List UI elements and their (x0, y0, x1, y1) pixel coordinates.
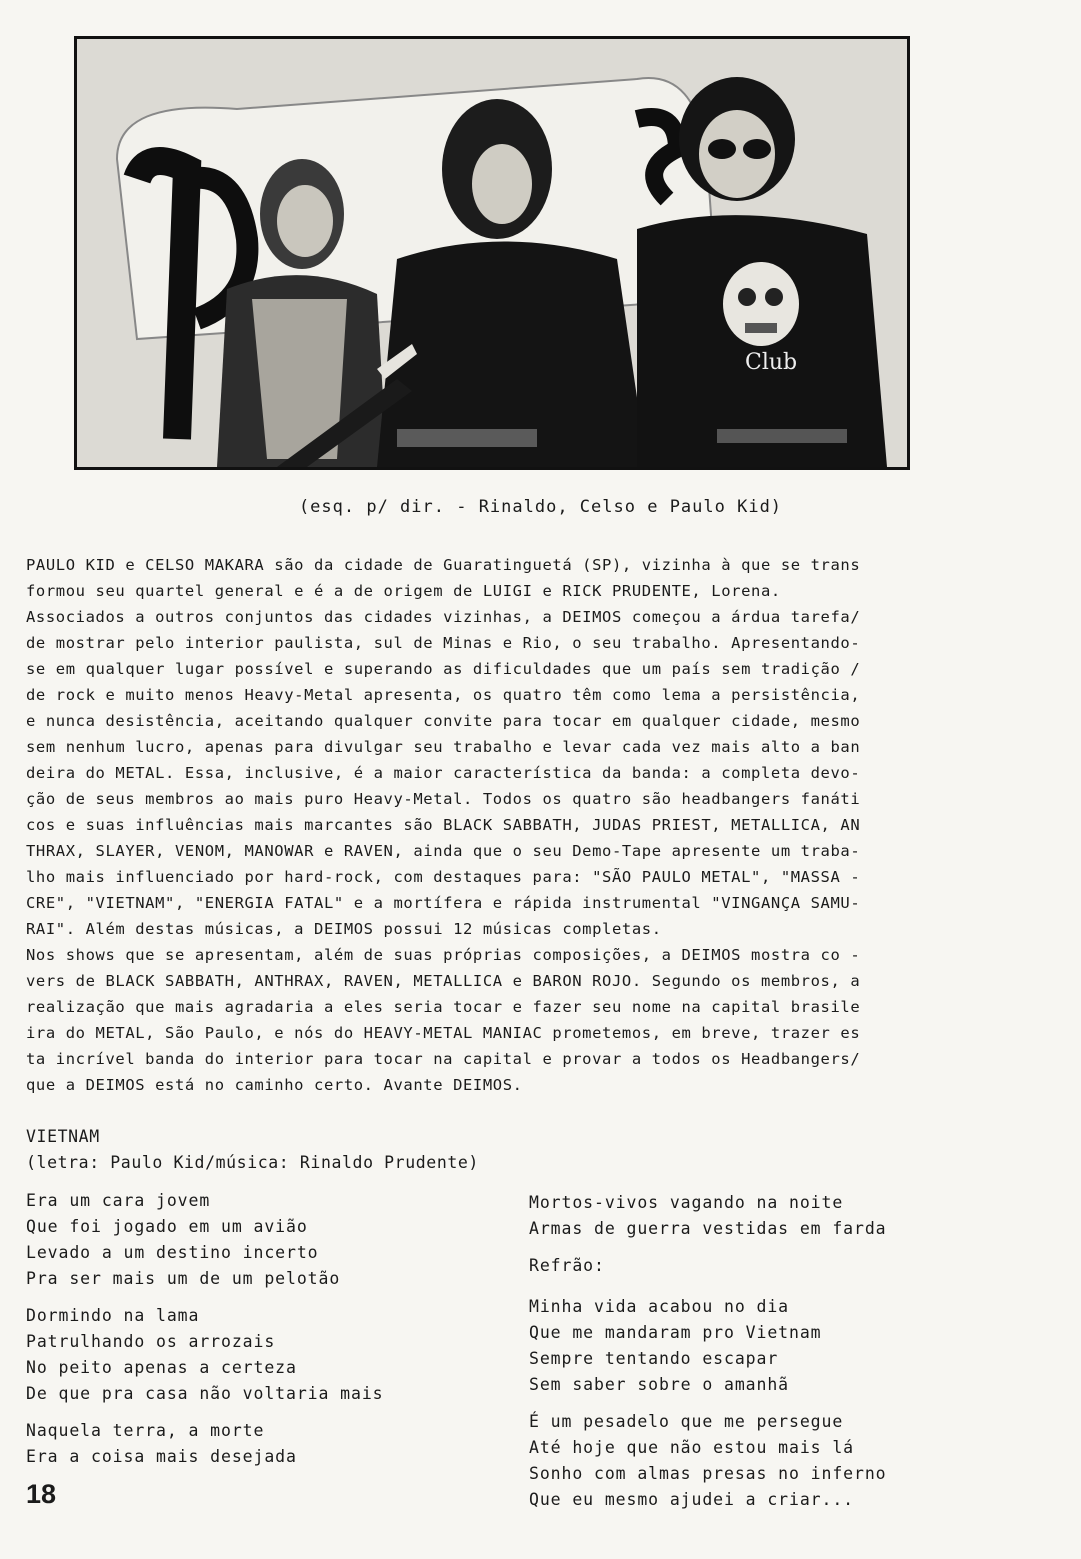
lyric-line: Sempre tentando escapar (529, 1349, 779, 1368)
lyrics-credits: (letra: Paulo Kid/música: Rinaldo Prudente) (26, 1153, 479, 1172)
refrain-label: Refrão: (529, 1256, 605, 1275)
lyrics-right-column (529, 1190, 1049, 1524)
article-line: e nunca desistência, aceitando qualquer convite para tocar em qualquer cidade, mesmo (26, 712, 861, 730)
band-photo (74, 36, 910, 470)
lyrics-header (26, 1124, 479, 1176)
lyric-line: Naquela terra, a morte (26, 1421, 265, 1440)
shirt-text: Club (745, 350, 798, 375)
article-line: CRE", "VIETNAM", "ENERGIA FATAL" e a mortífera e rápida instrumental "VINGANÇA SAMU- (26, 894, 861, 912)
article-line: RAI". Além destas músicas, a DEIMOS possui 12 músicas completas. (26, 920, 662, 938)
lyric-line: Até hoje que não estou mais lá (529, 1438, 855, 1457)
lyrics-stanza (529, 1409, 1049, 1513)
article-line: lho mais influenciado por hard-rock, com destaques para: "SÃO PAULO METAL", "MASSA - (26, 868, 861, 886)
article-line: ção de seus membros ao mais puro Heavy-Metal. Todos os quatro são headbangers fanáti (26, 790, 861, 808)
article-line: cos e suas influências mais marcantes são BLACK SABBATH, JUDAS PRIEST, METALLICA, AN (26, 816, 861, 834)
article-line: que a DEIMOS está no caminho certo. Avante DEIMOS. (26, 1076, 523, 1094)
article-line: vers de BLACK SABBATH, ANTHRAX, RAVEN, METALLICA e BARON ROJO. Segundo os membros, a (26, 972, 861, 990)
lyric-line: De que pra casa não voltaria mais (26, 1384, 384, 1403)
article-line: PAULO KID e CELSO MAKARA são da cidade de Guaratinguetá (SP), vizinha à que se trans (26, 556, 861, 574)
lyric-line: Mortos-vivos vagando na noite (529, 1193, 844, 1212)
lyric-line: Minha vida acabou no dia (529, 1297, 790, 1316)
lyric-line: Patrulhando os arrozais (26, 1332, 276, 1351)
article-line: de rock e muito menos Heavy-Metal apresenta, os quatro têm como lema a persistência, (26, 686, 861, 704)
lyric-line: Armas de guerra vestidas em farda (529, 1219, 887, 1238)
lyrics-stanza (26, 1303, 506, 1407)
article-line: de mostrar pelo interior paulista, sul de Minas e Rio, o seu trabalho. Apresentando- (26, 634, 861, 652)
article-line: formou seu quartel general e é a de origem de LUIGI e RICK PRUDENTE, Lorena. (26, 582, 781, 600)
article-line: realização que mais agradaria a eles seria tocar e fazer seu nome na capital brasile (26, 998, 861, 1016)
article-line: Nos shows que se apresentam, além de suas próprias composições, a DEIMOS mostra co - (26, 946, 861, 964)
lyric-line: Sem saber sobre o amanhã (529, 1375, 790, 1394)
lyric-line: No peito apenas a certeza (26, 1358, 297, 1377)
lyrics-stanza (529, 1294, 1049, 1398)
lyrics-stanza (26, 1188, 506, 1292)
article-line: Associados a outros conjuntos das cidades vizinhas, a DEIMOS começou a árdua tarefa/ (26, 608, 861, 626)
lyric-line: Sonho com almas presas no inferno (529, 1464, 887, 1483)
lyric-line: Dormindo na lama (26, 1306, 200, 1325)
article-line: THRAX, SLAYER, VENOM, MANOWAR e RAVEN, ainda que o seu Demo-Tape apresente um traba- (26, 842, 861, 860)
lyric-line: É um pesadelo que me persegue (529, 1412, 844, 1431)
article-body (26, 552, 1010, 1098)
lyrics-stanza (529, 1190, 1049, 1242)
lyrics-title: VIETNAM (26, 1127, 100, 1146)
lyric-line: Era a coisa mais desejada (26, 1447, 297, 1466)
article-line: se em qualquer lugar possível e superando as dificuldades que um país sem tradição / (26, 660, 861, 678)
lyric-line: Que foi jogado em um avião (26, 1217, 308, 1236)
lyric-line: Que me mandaram pro Vietnam (529, 1323, 822, 1342)
lyrics-stanza (26, 1418, 506, 1470)
photo-caption: (esq. p/ dir. - Rinaldo, Celso e Paulo Kid) (298, 497, 783, 517)
lyric-line: Que eu mesmo ajudei a criar... (529, 1490, 855, 1509)
page-number: 18 (26, 1479, 57, 1509)
article-line: sem nenhum lucro, apenas para divulgar seu trabalho e levar cada vez mais alto a ban (26, 738, 861, 756)
article-line: ira do METAL, São Paulo, e nós do HEAVY-METAL MANIAC prometemos, em breve, trazer es (26, 1024, 861, 1042)
article-line: deira do METAL. Essa, inclusive, é a maior característica da banda: a completa devo- (26, 764, 861, 782)
lyric-line: Pra ser mais um de um pelotão (26, 1269, 341, 1288)
article-line: ta incrível banda do interior para tocar na capital e provar a todos os Headbangers/ (26, 1050, 861, 1068)
lyric-line: Era um cara jovem (26, 1191, 211, 1210)
band-photo-illustration (77, 39, 907, 467)
lyric-line: Levado a um destino incerto (26, 1243, 319, 1262)
lyrics-left-column (26, 1188, 506, 1481)
